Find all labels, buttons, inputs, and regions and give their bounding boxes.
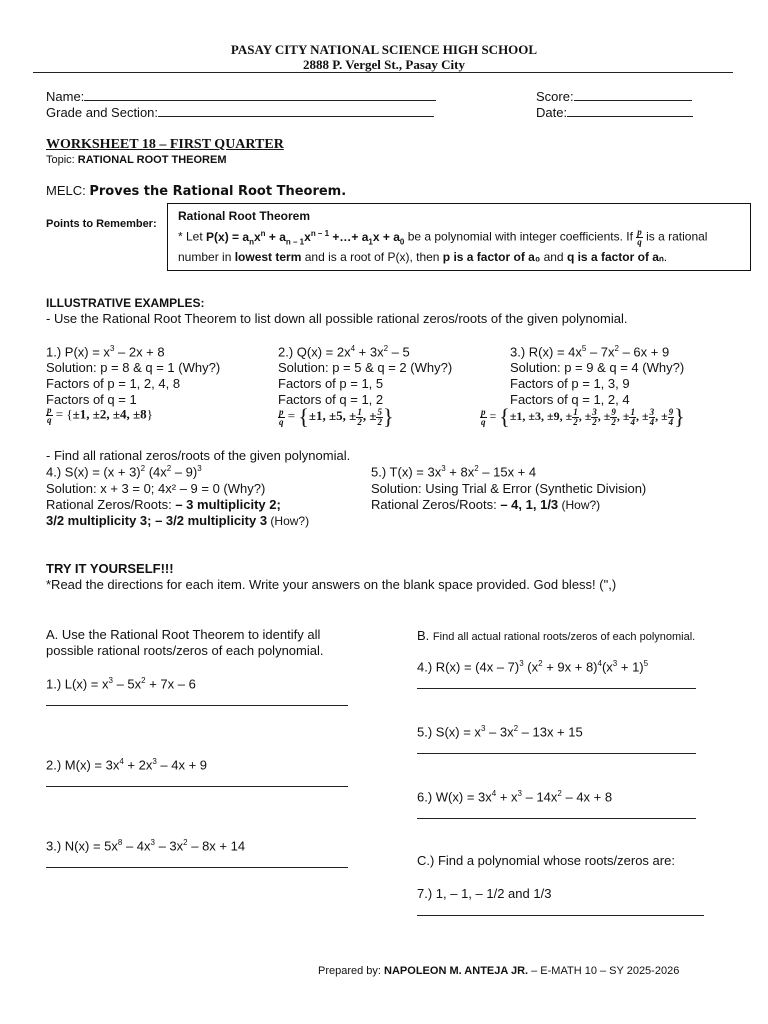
try-heading: TRY IT YOURSELF!!! [46,561,174,576]
topic-label: Topic: [46,154,78,166]
example-5-solution: Solution: Using Trial & Error (Synthetic Division) [371,481,647,496]
example-4-roots-cont: 3/2 multiplicity 3; – 3/2 multiplicity 3 (How?) [46,513,310,528]
grade-section-label: Grade and Section: [46,105,159,120]
theorem-line-2: number in lowest term and is a root of P(x), then p is a factor of a₀ and q is a factor of aₙ. [178,250,668,264]
item-5-answer-line[interactable] [417,753,696,754]
try-directions: *Read the directions for each item. Write your answers on the blank space provided. God bless! (",) [46,577,617,592]
item-7-roots: 7.) 1, – 1, – 1/2 and 1/3 [417,886,552,901]
score-field[interactable] [536,89,692,104]
item-4-answer-line[interactable] [417,688,696,689]
item-1-answer-line[interactable] [46,705,348,706]
instruction-2: - Find all rational zeros/roots of the given polynomial. [46,448,351,463]
example-2-factors-p: Factors of p = 1, 5 [278,376,384,391]
topic-value: RATIONAL ROOT THEOREM [77,154,227,166]
part-a-directions-1: A. Use the Rational Root Theorem to identify all [46,627,321,642]
part-b-text: Find all actual rational roots/zeros of each polynomial. [432,631,696,643]
date-label: Date: [536,105,568,120]
example-3-pq-set: $\frac{p}{q}$ = {±1, ±3, ±9, ± $\frac{1}{2}$ , ± $\frac{3}{2}$ , ± $\frac{9}{2}$ , ± $\frac{1}{4}$ , ± $\frac{3}{4}$ , ± $\frac{9}{4}$ } [481,404,685,429]
melc-label: MELC: [46,183,90,198]
part-c-directions: C.) Find a polynomial whose roots/zeros are: [417,853,675,868]
illustrative-heading: ILLUSTRATIVE EXAMPLES: [46,296,205,310]
theorem-title: Rational Root Theorem [178,209,311,223]
item-3-polynomial: 3.) $N(x) = 5x^8 - 4x^3 - 3x^2 - 8x + 14$ [46,838,246,854]
part-b-label: B. [417,628,430,643]
example-4-roots: Rational Zeros/Roots: – 3 multiplicity 2; [46,497,281,512]
name-field[interactable] [46,89,436,104]
example-2-polynomial: 2.) $Q(x) = 2x^4 + 3x^2 - 5$ [278,344,410,360]
item-1-polynomial: 1.) $L(x) = x^3 - 5x^2 + 7x - 6$ [46,676,196,692]
school-name: PASAY CITY NATIONAL SCIENCE HIGH SCHOOL [230,42,538,57]
example-1-factors-q: Factors of q = 1 [46,392,137,407]
grade-section-field[interactable] [46,105,434,120]
item-7-answer-line[interactable] [417,915,704,916]
example-1-polynomial: 1.) $P(x) = x^3 - 2x + 8$ [46,344,165,360]
example-3-polynomial: 3.) $R(x) = 4x^5 - 7x^2 - 6x + 9$ [510,344,670,360]
theorem-line-1: * Let $P(x) = a_nx^n + a_{n - 1}x^{n - 1}$ +…+ $a_1x + a_0$ be a polynomial with integer coefficients. If $\frac{p}{q}$ is a rational [178,227,708,247]
example-3-solution: Solution: p = 9 & q = 4 (Why?) [510,360,685,375]
instruction-1: - Use the Rational Root Theorem to list down all possible rational zeros/roots of the given polynomial. [46,311,628,326]
example-3-factors-q: Factors of q = 1, 2, 4 [510,392,630,407]
example-5-polynomial: 5.) $T(x) = 3x^3 + 8x^2 - 15x + 4$ [371,464,537,480]
footer-credit: Prepared by: NAPOLEON M. ANTEJA JR. – E-MATH 10 – SY 2025-2026 [318,965,680,977]
topic [46,154,227,166]
example-2-factors-q: Factors of q = 1, 2 [278,392,384,407]
example-1-factors-p: Factors of p = 1, 2, 4, 8 [46,376,181,391]
part-b-directions [417,628,695,643]
item-6-answer-line[interactable] [417,818,696,819]
example-1-pq-set: $\frac{p}{q}$ = {±1, ±2, ±4, ±8} [47,405,153,425]
example-3-factors-p: Factors of p = 1, 3, 9 [510,376,630,391]
worksheet-title: WORKSHEET 18 – FIRST QUARTER [46,137,284,152]
date-field[interactable] [536,105,693,120]
item-2-polynomial: 2.) $M(x) = 3x^4 + 2x^3 - 4x + 9$ [46,757,208,773]
theorem-box [167,203,751,271]
part-a-directions-2: possible rational roots/zeros of each polynomial. [46,643,324,658]
item-4-polynomial: 4.) R(x) = (4x – 7)$^3$ $(x^2 + 9x + 8)^4(x^3 + 1)^5$ [417,659,649,675]
melc [46,183,346,199]
score-label: Score: [536,89,574,104]
example-4-polynomial: 4.) $S(x) = (x + 3)^2$ $(4x^2 - 9)^3$ [46,464,202,480]
item-6-polynomial: 6.) $W(x) = 3x^4 + x^3 - 14x^2 - 4x + 8$ [417,789,613,805]
item-5-polynomial: 5.) $S(x) = x^3 - 3x^2 - 13x + 15$ [417,724,583,740]
example-1-solution: Solution: p = 8 & q = 1 (Why?) [46,360,221,375]
example-4-solution: Solution: x + 3 = 0; 4x² – 9 = 0 (Why?) [46,481,266,496]
header-divider [33,72,733,73]
item-3-answer-line[interactable] [46,867,348,868]
example-5-roots: Rational Zeros/Roots: – 4, 1, 1/3 (How?) [371,497,601,512]
name-label: Name: [46,89,85,104]
melc-value: Proves the Rational Root Theorem. [89,184,347,199]
item-2-answer-line[interactable] [46,786,348,787]
example-2-pq-set: $\frac{p}{q}$ = {±1, ±5, ± $\frac{1}{2}$ , ± $\frac{5}{2}$ } [279,404,394,429]
points-to-remember-label: Points to Remember: [46,218,157,230]
example-2-solution: Solution: p = 5 & q = 2 (Why?) [278,360,453,375]
school-address: 2888 P. Vergel St., Pasay City [302,57,466,72]
